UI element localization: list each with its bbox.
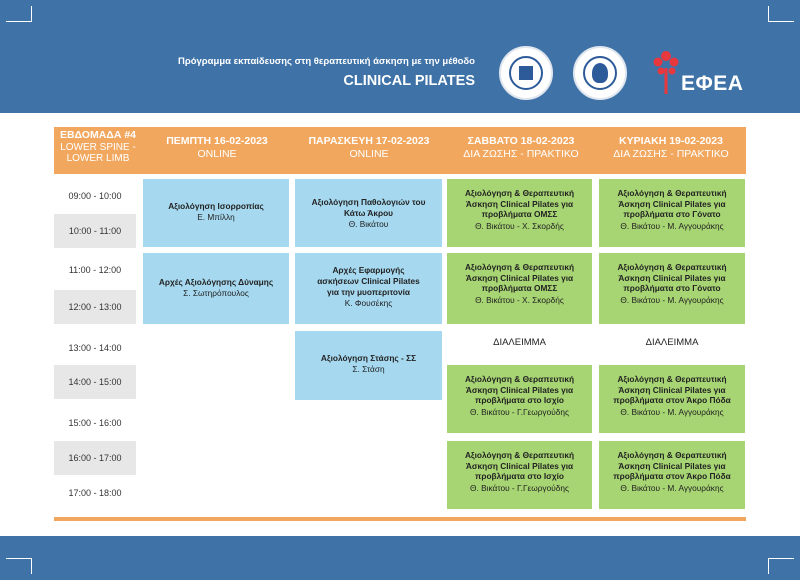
session-block bbox=[599, 441, 745, 509]
session-title: Άσκηση Clinical Pilates για bbox=[465, 384, 574, 395]
session-title: Αξιολόγηση Παθολογιών του bbox=[311, 197, 426, 207]
day-date: ΣΑΒΒΑΤΟ 18-02-2023 bbox=[467, 135, 575, 147]
session-title: προβλήματα ΟΜΣΣ bbox=[481, 283, 558, 293]
bottom-divider bbox=[54, 517, 746, 521]
session-title: προβλήματα στον Άκρο Πόδα bbox=[613, 395, 731, 405]
session-speaker: Θ. Βικάτου bbox=[348, 219, 389, 229]
session-speaker: Θ. Βικάτου - Χ. Σκορδής bbox=[475, 294, 564, 305]
session-title: Άσκηση Clinical Pilates για bbox=[465, 460, 574, 471]
time-slot: 13:00 - 14:00 bbox=[68, 343, 122, 353]
session-speaker: Θ. Βικάτου - Γ.Γεωργούδης bbox=[470, 406, 569, 417]
day-mode: ΔΙΑ ΖΩΣΗΣ - ΠΡΑΚΤΙΚΟ bbox=[613, 148, 729, 160]
session-title: Αξιολόγηση Στάσης - ΣΣ bbox=[320, 353, 417, 363]
time-slot: 14:00 - 15:00 bbox=[54, 365, 136, 399]
corner-mark bbox=[768, 6, 794, 22]
session-title: Άσκηση Clinical Pilates για bbox=[618, 460, 726, 471]
time-slot: 17:00 - 18:00 bbox=[68, 488, 122, 498]
day-date: ΚΥΡΙΑΚΗ 19-02-2023 bbox=[619, 135, 723, 147]
session-title: προβλήματα στον Άκρο Πόδα bbox=[613, 471, 731, 481]
session-title: Αξιολόγηση & Θεραπευτική bbox=[617, 262, 727, 272]
session-block bbox=[447, 179, 592, 247]
session-block bbox=[447, 365, 592, 433]
day-header-saturday bbox=[446, 127, 596, 174]
session-title: Άσκηση Clinical Pilates για bbox=[465, 272, 574, 283]
time-slot: 10:00 - 11:00 bbox=[54, 214, 136, 248]
session-title: Αρχές Αξιολόγησης Δύναμης bbox=[158, 277, 274, 287]
day-mode: ΔΙΑ ΖΩΣΗΣ - ΠΡΑΚΤΙΚΟ bbox=[463, 148, 579, 160]
session-title: προβλήματα ΟΜΣΣ bbox=[481, 209, 558, 219]
session-title: Αξιολόγηση & Θεραπευτική bbox=[617, 450, 727, 460]
session-block bbox=[447, 253, 592, 324]
session-title: Αρχές Εφαρμογής bbox=[332, 265, 405, 275]
session-speaker: Ε. Μπίλλη bbox=[197, 212, 235, 222]
session-title: για την μυοπεριτονία bbox=[326, 287, 411, 297]
session-title: προβλήματα στο Ισχίο bbox=[474, 471, 564, 481]
efea-logo bbox=[649, 48, 749, 98]
time-slot: 16:00 - 17:00 bbox=[54, 441, 136, 475]
week-topic-line2: LOWER LIMB bbox=[66, 153, 130, 164]
session-speaker: Θ. Βικάτου - Μ. Αγγουράκης bbox=[620, 406, 724, 417]
day-header-sunday bbox=[596, 127, 746, 174]
day-mode: ONLINE bbox=[197, 148, 237, 160]
break-label: ΔΙΑΛΕΙΜΜΑ bbox=[493, 337, 546, 348]
corner-mark bbox=[6, 6, 32, 22]
time-slot: 11:00 - 12:00 bbox=[68, 265, 122, 275]
efea-label: ΕΦΕΑ bbox=[681, 72, 744, 95]
session-block bbox=[143, 253, 289, 324]
break-label: ΔΙΑΛΕΙΜΜΑ bbox=[645, 337, 699, 348]
footer-band bbox=[0, 536, 800, 580]
corner-mark bbox=[6, 558, 32, 574]
day-date: ΠΕΜΠΤΗ 16-02-2023 bbox=[166, 135, 268, 147]
tree-icon bbox=[652, 48, 680, 94]
session-block bbox=[447, 441, 592, 509]
session-title: Αξιολόγηση & Θεραπευτική bbox=[617, 374, 727, 384]
session-title: Αξιολόγηση & Θεραπευτική bbox=[464, 374, 575, 384]
program-title: CLINICAL PILATES bbox=[343, 73, 475, 89]
session-block bbox=[599, 253, 745, 324]
session-title: προβλήματα στο Γόνατο bbox=[623, 283, 721, 293]
session-title: Αξιολόγηση & Θεραπευτική bbox=[464, 188, 575, 198]
session-title: Αξιολόγηση & Θεραπευτική bbox=[464, 262, 575, 272]
week-topic-line1: LOWER SPINE - bbox=[60, 141, 136, 153]
session-block bbox=[599, 179, 745, 247]
session-speaker: Σ. Σωτηρόπουλος bbox=[183, 288, 249, 298]
session-speaker: Θ. Βικάτου - Γ.Γεωργούδης bbox=[470, 482, 569, 493]
session-block bbox=[295, 331, 442, 400]
session-block bbox=[295, 253, 442, 324]
week-label bbox=[54, 127, 142, 174]
session-block bbox=[143, 179, 289, 247]
session-title: Άσκηση Clinical Pilates για bbox=[465, 198, 574, 209]
session-title: προβλήματα στο Ισχίο bbox=[474, 395, 564, 405]
day-mode: ONLINE bbox=[349, 148, 389, 160]
session-title: Άσκηση Clinical Pilates για bbox=[618, 198, 726, 209]
session-title: προβλήματα στο Γόνατο bbox=[623, 209, 721, 219]
time-slot: 09:00 - 10:00 bbox=[68, 191, 122, 201]
session-speaker: Θ. Βικάτου - Μ. Αγγουράκης bbox=[620, 220, 724, 231]
time-slot: 15:00 - 16:00 bbox=[68, 418, 122, 428]
session-speaker: Σ. Στάση bbox=[352, 364, 385, 374]
session-title: Αξιολόγηση Ισορροπίας bbox=[168, 201, 264, 211]
day-date: ΠΑΡΑΣΚΕΥΗ 17-02-2023 bbox=[308, 135, 430, 147]
session-title: Αξιολόγηση & Θεραπευτική bbox=[464, 450, 575, 460]
session-speaker: Κ. Φουσέκης bbox=[344, 298, 393, 308]
corner-mark bbox=[768, 558, 794, 574]
time-slot: 12:00 - 13:00 bbox=[54, 290, 136, 324]
session-title: Άσκηση Clinical Pilates για bbox=[618, 272, 726, 283]
session-title: ασκήσεων Clinical Pilates bbox=[317, 276, 420, 286]
session-title: Άσκηση Clinical Pilates για bbox=[618, 384, 726, 395]
day-header-friday bbox=[292, 127, 446, 174]
session-speaker: Θ. Βικάτου - Μ. Αγγουράκης bbox=[620, 482, 724, 493]
university-seal-logo bbox=[499, 46, 553, 100]
session-speaker: Θ. Βικάτου - Χ. Σκορδής bbox=[475, 220, 564, 231]
session-speaker: Θ. Βικάτου - Μ. Αγγουράκης bbox=[620, 294, 724, 305]
session-block bbox=[599, 365, 745, 433]
session-block bbox=[295, 179, 442, 247]
western-attica-university-logo bbox=[573, 46, 627, 100]
header-banner bbox=[0, 0, 800, 113]
program-subtitle: Πρόγραμμα εκπαίδευσης στη θεραπευτική άσκηση με την μέθοδο bbox=[177, 56, 475, 67]
session-title: Κάτω Άκρου bbox=[343, 208, 394, 218]
day-header-thursday bbox=[142, 127, 292, 174]
session-title: Αξιολόγηση & Θεραπευτική bbox=[617, 188, 727, 198]
week-number: ΕΒΔΟΜΑΔΑ #4 bbox=[59, 129, 137, 141]
